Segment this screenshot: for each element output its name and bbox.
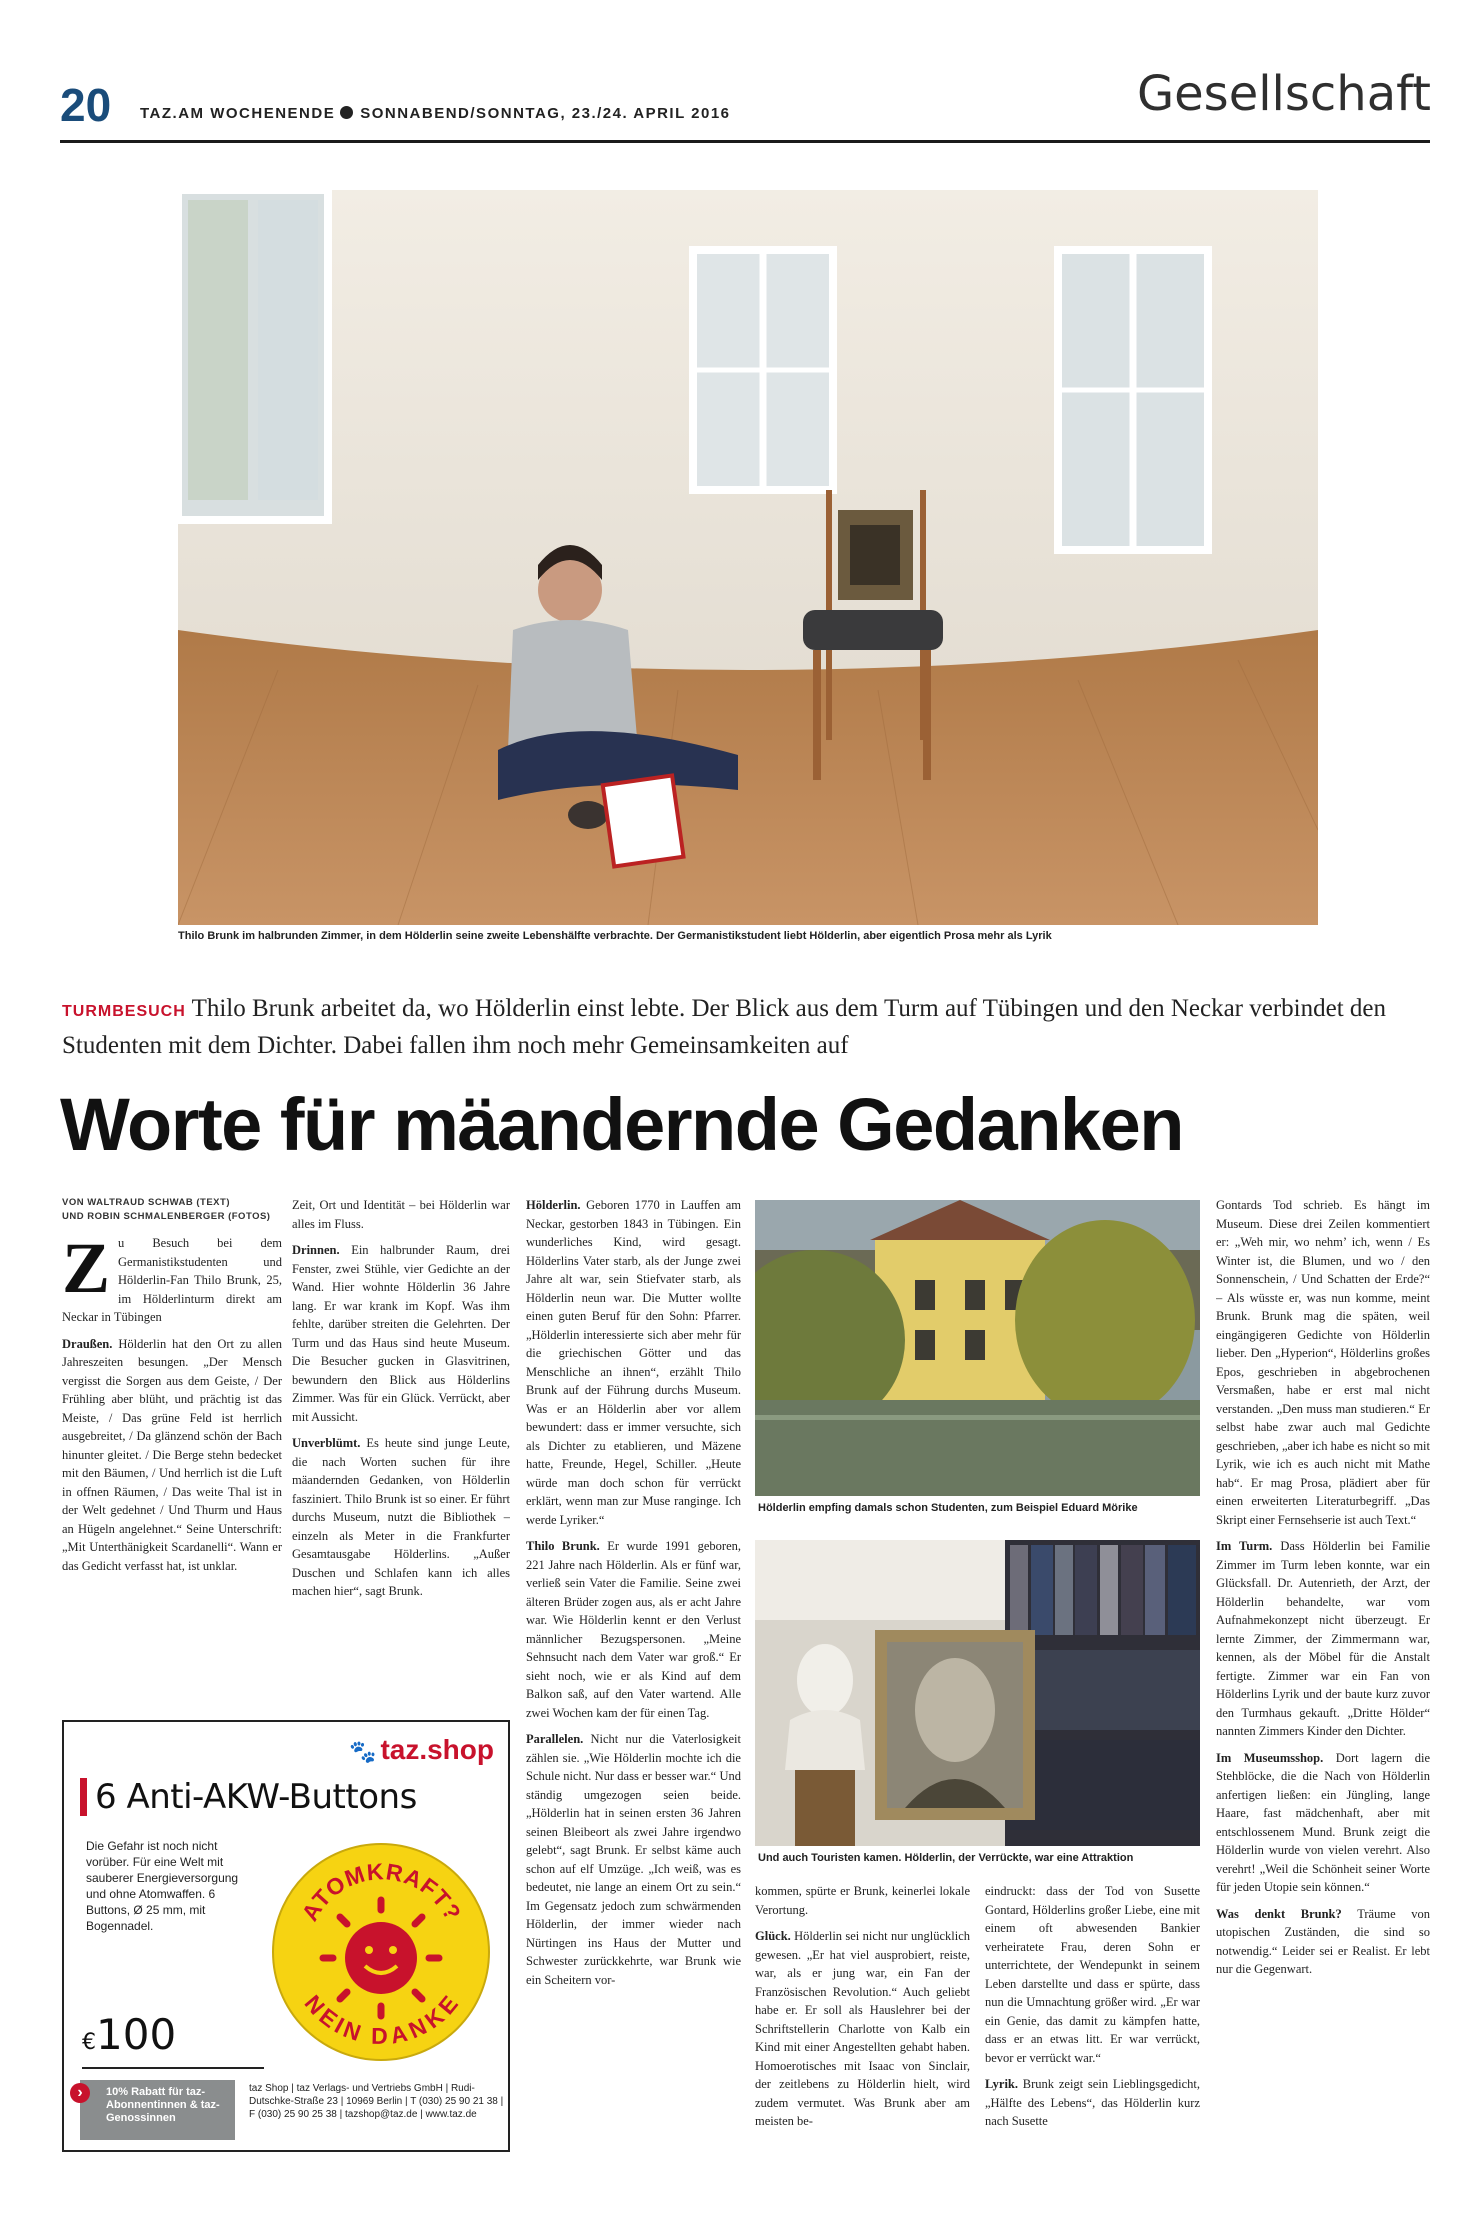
paw-icon: 🐾 — [349, 1739, 377, 1764]
subhead-museumsshop: Im Museumsshop. — [1216, 1750, 1324, 1765]
discount-text: 10% Rabatt für taz-Abonnentinnen & taz-Genossinnen — [106, 2086, 220, 2124]
currency-symbol: € — [82, 2030, 96, 2055]
subhead-glueck: Glück. — [755, 1929, 791, 1943]
paragraph: Dort lagern die Stehblöcke, die die Nach von Hölderlin anfertigen ließen: ein Jüngling, lange Haare, fast mädchenhaft, aber mit entschlossenem Mund. Brunk zeigt die Hölderlin wurde von vielen verehrt. Also verehrt! „Weil die Schönheit seiner Worte für jeden Utopie sein können.“ — [1216, 1750, 1430, 1894]
paragraph: Es heute sind junge Leute, die nach Worten suchen für ihre mäandernden Gedanken, von Hölderlin fasziniert. Thilo Brunk ist so einer. Er führt durchs Museum, nutzt die Bibliothek – einzeln als Meter in die Frankfurter Gesamtausgabe Hölderlins. „Außer Duschen und Schlafen kann ich alles machen hier“, sagt Brunk. — [292, 1436, 510, 1598]
framed-portrait — [875, 1630, 1035, 1820]
paragraph: Träume von utopischen Zuständen, die sind so notwendig.“ Leider sei er Realist. Er lebt nur die Gegenwart. — [1216, 1906, 1430, 1976]
hero-photo — [178, 190, 1318, 925]
shop-product-title: 6 Anti-AKW-Buttons — [80, 1778, 417, 1816]
subhead-thilo-brunk: Thilo Brunk. — [526, 1539, 600, 1553]
river-photo — [755, 1200, 1200, 1496]
subhead-drinnen: Drinnen. — [292, 1243, 340, 1257]
dropcap: Z — [62, 1228, 111, 1308]
kicker — [62, 990, 1432, 1064]
paw-icon — [340, 106, 353, 119]
sticker-bottom-text: NEIN DANKE — [299, 1989, 464, 2050]
river-caption: Hölderlin empfing damals schon Studenten, zum Beispiel Eduard Mörike — [758, 1502, 1138, 1514]
paragraph: Brunk zeigt sein Lieblingsgedicht, „Hälfte des Lebens“, das Hölderlin kurz nach Susette — [985, 2077, 1200, 2128]
subhead-lyrik: Lyrik. — [985, 2077, 1018, 2091]
paragraph: Dass Hölderlin bei Familie Zimmer im Turm leben konnte, war ein Glücksfall. Dr. Autenrieth, der Arzt, der Hölderlin behandelte, war vom Aufnahmekonzept nicht überzeugt. Er lernte Zimmer, der Zimmermann war, kennen, als der Möbel für die Anstalt fertigte. Zimmer war ein Fan von Hölderlins Lyrik und der baute kurz zuvor den Turmhaus gekauft. „Dritte Hölder“ nannten Zimmers Kinder den Dichter. — [1216, 1539, 1430, 1738]
price-underline — [82, 2067, 264, 2069]
header-rule — [60, 140, 1430, 143]
paragraph: Zeit, Ort und Identität – bei Hölderlin war alles im Fluss. — [292, 1198, 510, 1231]
atomkraft-nein-danke-button-image — [269, 1840, 494, 2065]
paragraph: Hölderlin hat den Ort zu allen Jahreszeiten besungen. „Der Mensch vergisst die Sorgen aus dem Geiste, / Der Frühling aber blüht, und prächtig ist das Meiste, / Das grüne Feld ist herrlich ausgebreitet, / Da glänzend schön der Bach hinunter gleitet. / Die Berge stehn bedecket mit den Bäumen, / Und herrlich ist die Luft in offnen Räumen, / Das weite Thal ist in der Welt gedehnet / Und Thurm und Haus an Hügeln angelehnet.“ Seine Unterschrift: „Mit Unterthänigkeit Scardanelli“. Wann er das Gedicht verfasst hat, ist unklar. — [62, 1336, 282, 1573]
column-5 — [985, 1882, 1200, 2157]
subhead-parallelen: Parallelen. — [526, 1732, 584, 1746]
masthead — [140, 105, 731, 122]
discount-badge[interactable] — [77, 2080, 235, 2140]
taz-shop-logo[interactable] — [349, 1734, 494, 1766]
hero-caption: Thilo Brunk im halbrunden Zimmer, in dem Hölderlin seine zweite Lebenshälfte verbrachte. Der Germanistikstudent liebt Hölderlin, aber eigentlich Prosa mehr als Lyrik — [178, 930, 1052, 942]
shop-logo-text: taz.shop — [380, 1734, 494, 1765]
shop-address: taz Shop | taz Verlags- und Vertriebs GmbH | Rudi-Dutschke-Straße 23 | 10969 Berlin | T (030) 25 90 21 38 | F (030) 25 90 25 38 | tazshop@taz.de | www.taz.de — [249, 2083, 504, 2120]
paragraph: eindruckt: dass der Tod von Susette Gontard, Hölderlins großer Liebe, eine mit einem oft abwesenden Bankier verheiratete Frau, deren Sohn er unterrichtete, der Wendepunkt in seinem Leben darstellte und dass er spürte, dass nun die Umnachtung größer wird. „Er war ein Genie, das damit zu kämpfen hatte, dass er an etwas litt. Er war verrückt, bevor er verrückt war.“ — [985, 1884, 1200, 2065]
portrait-photo — [755, 1540, 1200, 1846]
window-left — [178, 190, 328, 520]
masthead-title: TAZ.AM WOCHENENDE — [140, 105, 336, 122]
paragraph: Gontards Tod schrieb. Es hängt im Museum. Diese drei Zeilen kommentiert er: „Weh mir, wo nehm’ ich, wenn / Es Winter ist, die Blumen, und wo / den Sonnenschein, / Und Schatten der Erde?“ – Als wüsste er, was nun komme, meint Brunk. Brunk mag die späten, weil eingängigeren Gedichte von Hölderlin lieber. Den „Hyperion“, Hölderlins großes Epos, geschrieben in abgebrochenen Versmaßen, habe er erst mal nicht verstanden. „Den muss man studieren.“ Er selbst habe zwar auch mal Gedichte geschrieben, „aber ich habe es nicht so mit Lyrik, wie ich es auch nicht mit Mathe hab“. Er mag Prosa, plädiert aber für einen erweiterten Literaturbegriff. „Das Skript einer Fernsehserie ist auch Text.“ — [1216, 1198, 1430, 1527]
subhead-hoelderlin: Hölderlin. — [526, 1198, 581, 1212]
section-title: Gesellschaft — [1136, 66, 1431, 122]
article-intro: u Besuch bei dem Germanistikstudenten und Hölderlin-Fan Thilo Brunk, 25, im Hölderlinturm direkt am Neckar in Tübingen — [62, 1236, 282, 1324]
price-value: 100 — [96, 2010, 177, 2059]
paragraph: kommen, spürte er Brunk, keinerlei lokale Verortung. — [755, 1884, 970, 1917]
subhead-was-denkt-brunk: Was denkt Brunk? — [1216, 1906, 1342, 1921]
column-4 — [755, 1882, 970, 2157]
sticker-top-text: ATOMKRAFT? — [296, 1858, 467, 1926]
subhead-im-turm: Im Turm. — [1216, 1539, 1273, 1553]
kicker-label: TURMBESUCH — [62, 1003, 186, 1020]
column-2 — [292, 1196, 510, 1701]
column-6 — [1216, 1196, 1430, 2156]
headline: Worte für mäandernde Gedanken — [60, 1083, 1183, 1166]
shop-product-description: Die Gefahr ist noch nicht vorüber. Für eine Welt mit sauberer Energieversorgung und ohne Atomwaffen. 6 Buttons, Ø 25 mm, mit Bogennadel. — [86, 1839, 239, 1933]
issue-date: SONNABEND/SONNTAG, 23./24. APRIL 2016 — [360, 105, 731, 122]
subhead-draussen: Draußen. — [62, 1336, 113, 1351]
taz-shop-ad[interactable] — [62, 1720, 510, 2152]
column-3 — [526, 1196, 741, 2156]
paragraph: Er wurde 1991 geboren, 221 Jahre nach Hölderlin. Als er fünf war, verließ sein Vater die Familie. Seine zwei älteren Brüder zogen aus, als er acht Jahre war. Wie Hölderlin kennt er den Verlust männlicher Bezugspersonen. „Meine Sehnsucht nach dem Vater war groß.“ Er sieht noch, wie er als Kind auf dem Balkon saß, auf den Vater wartend. Alle zwei Wochen kam der für einen Tag. — [526, 1539, 741, 1720]
portrait-caption: Und auch Touristen kamen. Hölderlin, der Verrückte, war eine Attraktion — [758, 1852, 1134, 1864]
subhead-unverbluemt: Unverblümt. — [292, 1436, 361, 1450]
paragraph: Ein halbrunder Raum, drei Fenster, zwei Stühle, vier Gedichte an der Wand. Hier wohnte Hölderlin 36 Jahre lang. Er war krank im Kopf. Was ihm fehlte, darüber streiten die Gelehrten. Der Turm und das Haus sind heute Museum. Die Besucher gucken in Glasvitrinen, bewundern den Blick aus Hölderlins Zimmer. Was für ein Glück. Verrückt, aber mit Aussicht. — [292, 1243, 510, 1424]
paragraph: Nicht nur die Vaterlosigkeit zählen sie. „Wie Hölderlin mochte ich die Schule nicht. Nur dass er besser war.“ Und ständig umgezogen seien beide. „Hölderlin hat in seinen ersten 36 Jahren seinen Bleibeort als zwei Jahre irgendwo gelebt“, sagt Brunk. Er selbst käme auch schon auf elf Umzüge. „Ich weiß, was es bedeutet, nie lange an einem Ort zu sein.“ Im Gegensatz jedoch zum schwärmenden Hölderlin, der immer wieder nach Nürtingen ins Haus der Mutter und Schwester zurückkehrte, war Brunk wie ein Scheitern vor- — [526, 1732, 741, 1987]
window-right — [1058, 250, 1208, 550]
arrow-right-icon: › — [70, 2083, 90, 2103]
column-1 — [62, 1196, 282, 1701]
kicker-text: Thilo Brunk arbeitet da, wo Hölderlin einst lebte. Der Blick aus dem Turm auf Tübingen und den Neckar verbindet den Studenten mit dem Dichter. Dabei fallen ihm noch mehr Gemeinsamkeiten auf — [62, 995, 1386, 1059]
paragraph: Geboren 1770 in Lauffen am Neckar, gestorben 1843 in Tübingen. Ein wunderliches Kind, wird gesagt. Hölderlins Vater starb, als der Junge zwei Jahre alt war, sein Stiefvater starb, als Hölderlin neun war. Die Mutter wollte einen guten Beruf für den Sohn: Pfarrer. „Hölderlin interessierte sich aber mehr für die griechischen Götter und das Menschliche an ihnen“, erzählt Thilo Brunk auf der Führung durchs Museum. Was er an Hölderlin aber vor allem bewundert: dass er immer versuchte, sich als Dichter zu etablieren, und Mäzene hatte, Freunde, Hegel, Schiller. „Heute würde man doch schon für verrückt erklärt, wenn man zur Muse ranginge. Ich werde Lyriker.“ — [526, 1198, 741, 1527]
byline-author: VON WALTRAUD SCHWAB (TEXT) — [62, 1197, 230, 1208]
paragraph: Hölderlin sei nicht nur unglücklich gewesen. „Er hat viel ausprobiert, reiste, war, als er jung war, ein Fan der Französischen Revolution.“ Auch geliebt habe er. Er soll als Hauslehrer bei der Schriftstellerin Charlotte von Kalb ein Kind mit einer Angestellten gehabt haben. Homoerotisches mit Isaac von Sinclair, der zeitlebens zu Hölderlin hielt, wird zudem vermutet. Was Brunk aber am meisten be- — [755, 1929, 970, 2128]
shop-price — [82, 2010, 176, 2059]
window-center — [693, 250, 833, 490]
page-number: 20 — [60, 79, 112, 131]
byline-photos: UND ROBIN SCHMALENBERGER (FOTOS) — [62, 1211, 271, 1222]
